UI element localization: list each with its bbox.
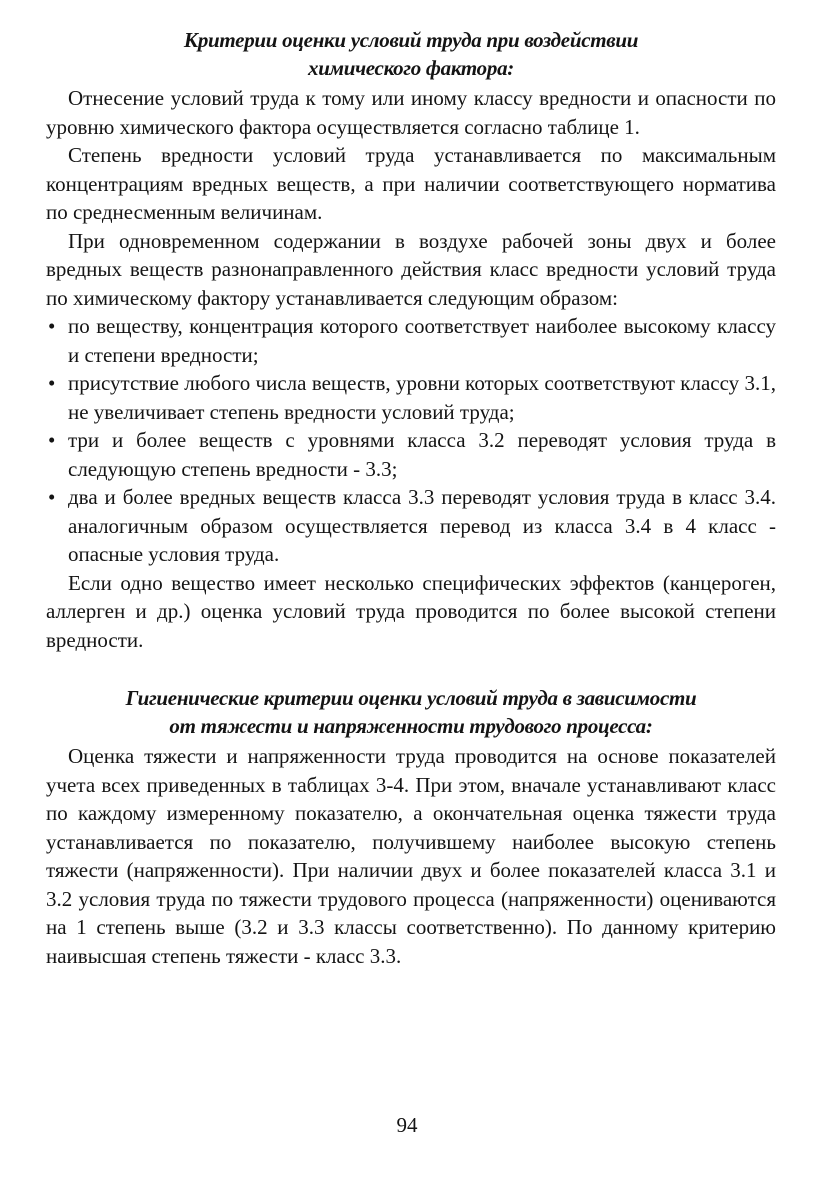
paragraph: Отнесение условий труда к тому или иному классу вредности и опасности по уровню химического фактора осуществляется согласно таблице 1.	[46, 86, 776, 139]
heading-line: химического фактора:	[308, 56, 514, 80]
paragraph: Степень вредности условий труда устанавливается по максимальным концентрациям вредных веществ, а при наличии соответствующего норматива по среднесменным величинам.	[46, 143, 776, 224]
bullet-icon: •	[48, 314, 56, 338]
bullet-icon: •	[48, 428, 56, 452]
list-item	[46, 312, 776, 369]
paragraph: При одновременном содержании в воздухе рабочей зоны двух и более вредных веществ разнонаправленного действия класс вредности условий труда по химическому фактору устанавливается следующим образом:	[46, 228, 776, 310]
bullet-icon: •	[48, 371, 56, 395]
list-item-text: три и более веществ с уровнями класса 3.2 переводят условия труда в следующую степень вредности - 3.3;	[68, 428, 776, 481]
heading-line: Гигиенические критерии оценки условий труда в зависимости	[125, 686, 697, 710]
list-item-text: два и более вредных веществ класса 3.3 переводят условия труда в класс 3.4. аналогичным образом осуществляется перевод из класса 3.4 в 4 класс - опасные условия труда.	[68, 485, 776, 566]
list-item-text: по веществу, концентрация которого соответствует наиболее высокому классу и степени вредности;	[68, 314, 776, 367]
list-item-text: присутствие любого числа веществ, уровни которых соответствуют классу 3.1, не увеличивает степень вредности условий труда;	[68, 371, 776, 424]
bullet-icon: •	[48, 485, 56, 509]
list-item	[46, 369, 776, 426]
bullet-list	[46, 312, 776, 569]
section-gap	[46, 654, 776, 684]
heading-line: Критерии оценки условий труда при воздействии	[183, 28, 639, 52]
list-item	[46, 426, 776, 483]
paragraph: Оценка тяжести и напряженности труда проводится на основе показателей учета всех приведенных в таблицах 3-4. При этом, вначале устанавливают класс по каждому измеренному показателю, а окончательная оценка тяжести труда устанавливается по показателю, получившему наиболее высокую степень тяжести (напряженности). При наличии двух и более показателей класса 3.1 и 3.2 условия труда по тяжести трудового процесса (напряженности) оцениваются на 1 степень выше (3.2 и 3.3 классы соответственно). По данному критерию наивысшая степень тяжести - класс 3.3.	[46, 744, 776, 968]
document-page	[46, 26, 776, 970]
list-item	[46, 483, 776, 569]
page-number: 94	[396, 1113, 418, 1137]
heading-line: от тяжести и напряженности трудового процесса:	[169, 714, 653, 738]
section-heading-workload	[46, 684, 776, 740]
section-heading-chemical	[46, 26, 776, 82]
paragraph: Если одно вещество имеет несколько специфических эффектов (канцероген, аллерген и др.) оценка условий труда проводится по более высокой степени вредности.	[46, 570, 776, 652]
